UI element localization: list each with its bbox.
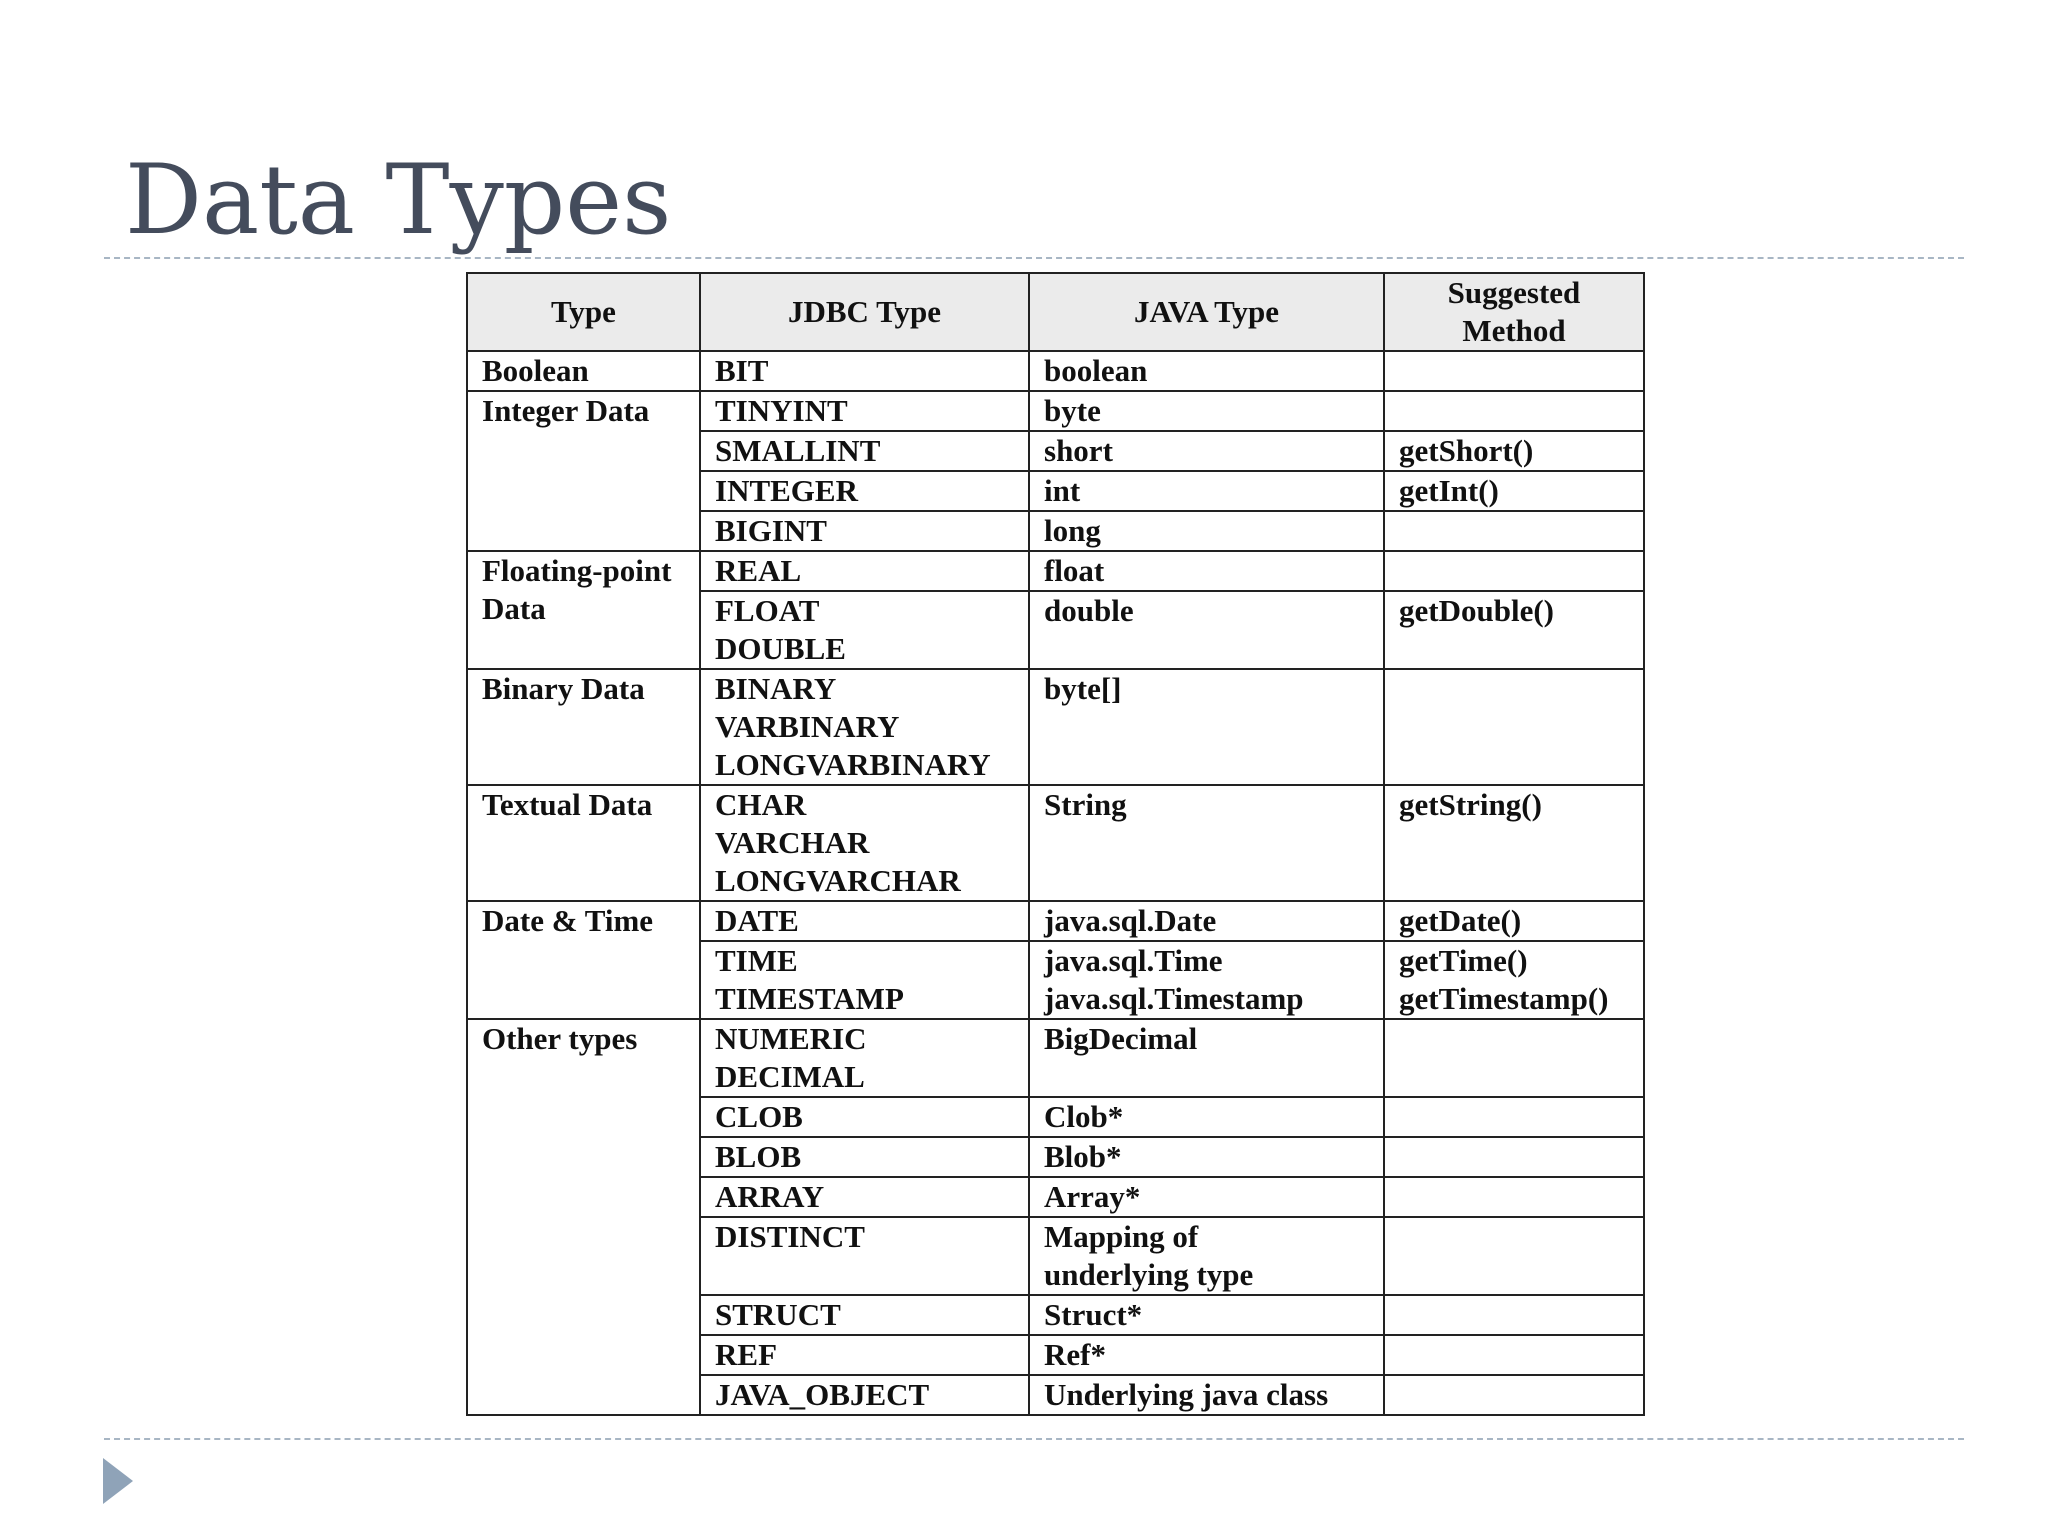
jdbc-type-value: ARRAY	[715, 1179, 825, 1214]
jdbc-type-cell	[700, 901, 1029, 941]
suggested-method-value: getShort()	[1399, 433, 1534, 468]
header-java-type: JAVA Type	[1029, 273, 1384, 351]
suggested-method-cell	[1384, 551, 1644, 591]
type-group-cell	[467, 391, 700, 551]
java-type-value: short	[1044, 433, 1113, 468]
slide-title: Data Types	[125, 144, 672, 256]
jdbc-type-value: FLOAT	[715, 593, 820, 628]
jdbc-type-value: REAL	[715, 553, 802, 588]
java-type-cell	[1029, 1375, 1384, 1415]
java-type-value: BigDecimal	[1044, 1021, 1198, 1056]
table-row	[467, 551, 1644, 591]
type-group-label: Other types	[482, 1021, 638, 1056]
type-group-cell	[467, 1019, 700, 1415]
jdbc-type-value: LONGVARBINARY	[715, 747, 991, 782]
jdbc-type-cell	[700, 1217, 1029, 1295]
jdbc-type-value: DECIMAL	[715, 1059, 865, 1094]
java-type-value: byte	[1044, 393, 1101, 428]
jdbc-type-value: VARBINARY	[715, 709, 900, 744]
type-group-label: Floating-point	[482, 553, 672, 588]
jdbc-type-cell	[700, 511, 1029, 551]
jdbc-type-value: REF	[715, 1337, 777, 1372]
java-type-value: Ref*	[1044, 1337, 1106, 1372]
java-type-cell	[1029, 785, 1384, 901]
java-type-cell	[1029, 431, 1384, 471]
jdbc-type-cell	[700, 471, 1029, 511]
java-type-cell	[1029, 1335, 1384, 1375]
suggested-method-cell	[1384, 901, 1644, 941]
java-type-cell	[1029, 901, 1384, 941]
table-row	[467, 901, 1644, 941]
jdbc-type-cell	[700, 1177, 1029, 1217]
jdbc-type-value: STRUCT	[715, 1297, 841, 1332]
jdbc-type-cell	[700, 391, 1029, 431]
jdbc-type-value: TIME	[715, 943, 798, 978]
java-type-value: Mapping of	[1044, 1219, 1199, 1254]
header-type: Type	[467, 273, 700, 351]
table-header-row	[467, 273, 1644, 351]
suggested-method-cell	[1384, 1097, 1644, 1137]
jdbc-type-cell	[700, 1097, 1029, 1137]
java-type-cell	[1029, 1019, 1384, 1097]
java-type-value: String	[1044, 787, 1127, 822]
type-group-cell	[467, 669, 700, 785]
suggested-method-cell	[1384, 391, 1644, 431]
jdbc-type-cell	[700, 669, 1029, 785]
jdbc-type-value: SMALLINT	[715, 433, 881, 468]
table-row	[467, 669, 1644, 785]
suggested-method-value: getDate()	[1399, 903, 1522, 938]
java-type-cell	[1029, 1177, 1384, 1217]
type-group-label: Boolean	[482, 353, 589, 388]
type-group-label: Textual Data	[482, 787, 653, 822]
suggested-method-cell	[1384, 511, 1644, 551]
suggested-method-cell	[1384, 1177, 1644, 1217]
java-type-value: long	[1044, 513, 1101, 548]
suggested-method-cell	[1384, 1375, 1644, 1415]
java-type-cell	[1029, 591, 1384, 669]
header-jdbc-type: JDBC Type	[700, 273, 1029, 351]
suggested-method-cell	[1384, 471, 1644, 511]
java-type-value: Array*	[1044, 1179, 1141, 1214]
java-type-cell	[1029, 1137, 1384, 1177]
footer-divider	[104, 1438, 1964, 1440]
jdbc-type-value: LONGVARCHAR	[715, 863, 961, 898]
jdbc-type-cell	[700, 431, 1029, 471]
suggested-method-cell	[1384, 669, 1644, 785]
jdbc-type-cell	[700, 591, 1029, 669]
java-type-value: double	[1044, 593, 1134, 628]
java-type-value: java.sql.Timestamp	[1044, 981, 1304, 1016]
header-method-line: Suggested	[1447, 275, 1581, 310]
jdbc-type-cell	[700, 1295, 1029, 1335]
jdbc-type-cell	[700, 941, 1029, 1019]
type-group-label: Binary Data	[482, 671, 645, 706]
java-type-value: float	[1044, 553, 1105, 588]
jdbc-type-value: BIT	[715, 353, 769, 388]
suggested-method-value: getTime()	[1399, 943, 1528, 978]
java-type-cell	[1029, 1097, 1384, 1137]
type-group-label: Data	[482, 591, 546, 626]
jdbc-type-value: NUMERIC	[715, 1021, 867, 1056]
table-row	[467, 785, 1644, 901]
jdbc-type-value: INTEGER	[715, 473, 858, 508]
data-types-table	[466, 272, 1645, 1416]
java-type-value: Clob*	[1044, 1099, 1124, 1134]
suggested-method-cell	[1384, 1137, 1644, 1177]
jdbc-type-cell	[700, 1019, 1029, 1097]
suggested-method-cell	[1384, 941, 1644, 1019]
java-type-value: byte[]	[1044, 671, 1122, 706]
type-group-cell	[467, 785, 700, 901]
jdbc-type-cell	[700, 1335, 1029, 1375]
java-type-cell	[1029, 669, 1384, 785]
title-divider	[104, 257, 1964, 259]
jdbc-type-value: VARCHAR	[715, 825, 870, 860]
java-type-cell	[1029, 941, 1384, 1019]
java-type-value: int	[1044, 473, 1081, 508]
jdbc-type-value: TIMESTAMP	[715, 981, 904, 1016]
suggested-method-value: getInt()	[1399, 473, 1499, 508]
type-group-label: Integer Data	[482, 393, 650, 428]
java-type-cell	[1029, 511, 1384, 551]
suggested-method-cell	[1384, 1295, 1644, 1335]
jdbc-type-value: BLOB	[715, 1139, 802, 1174]
type-group-cell	[467, 551, 700, 669]
triangle-bullet-icon	[103, 1458, 133, 1504]
suggested-method-cell	[1384, 785, 1644, 901]
java-type-value: java.sql.Time	[1044, 943, 1223, 978]
type-group-cell	[467, 901, 700, 1019]
header-suggested-method	[1384, 273, 1644, 351]
jdbc-type-value: BINARY	[715, 671, 837, 706]
java-type-cell	[1029, 551, 1384, 591]
suggested-method-value: getTimestamp()	[1399, 981, 1609, 1016]
jdbc-type-cell	[700, 351, 1029, 391]
jdbc-type-value: JAVA_OBJECT	[715, 1377, 930, 1412]
type-group-cell	[467, 351, 700, 391]
jdbc-type-value: TINYINT	[715, 393, 848, 428]
java-type-value: underlying type	[1044, 1257, 1254, 1292]
jdbc-type-value: DATE	[715, 903, 799, 938]
java-type-cell	[1029, 351, 1384, 391]
jdbc-type-value: CHAR	[715, 787, 807, 822]
jdbc-type-value: BIGINT	[715, 513, 827, 548]
suggested-method-cell	[1384, 1335, 1644, 1375]
jdbc-type-value: DISTINCT	[715, 1219, 865, 1254]
suggested-method-cell	[1384, 1217, 1644, 1295]
suggested-method-cell	[1384, 431, 1644, 471]
java-type-value: java.sql.Date	[1044, 903, 1217, 938]
java-type-cell	[1029, 1295, 1384, 1335]
suggested-method-cell	[1384, 591, 1644, 669]
java-type-cell	[1029, 391, 1384, 431]
suggested-method-cell	[1384, 1019, 1644, 1097]
table-row	[467, 1019, 1644, 1097]
java-type-cell	[1029, 471, 1384, 511]
suggested-method-cell	[1384, 351, 1644, 391]
header-method-line: Method	[1462, 313, 1566, 348]
type-group-label: Date & Time	[482, 903, 654, 938]
jdbc-type-cell	[700, 785, 1029, 901]
jdbc-type-cell	[700, 551, 1029, 591]
jdbc-type-value: DOUBLE	[715, 631, 846, 666]
suggested-method-value: getString()	[1399, 787, 1542, 822]
jdbc-type-cell	[700, 1375, 1029, 1415]
java-type-cell	[1029, 1217, 1384, 1295]
java-type-value: Underlying java class	[1044, 1377, 1329, 1412]
table-row	[467, 391, 1644, 431]
java-type-value: Struct*	[1044, 1297, 1143, 1332]
java-type-value: Blob*	[1044, 1139, 1122, 1174]
java-type-value: boolean	[1044, 353, 1148, 388]
jdbc-type-cell	[700, 1137, 1029, 1177]
suggested-method-value: getDouble()	[1399, 593, 1554, 628]
jdbc-type-value: CLOB	[715, 1099, 803, 1134]
table-row	[467, 351, 1644, 391]
